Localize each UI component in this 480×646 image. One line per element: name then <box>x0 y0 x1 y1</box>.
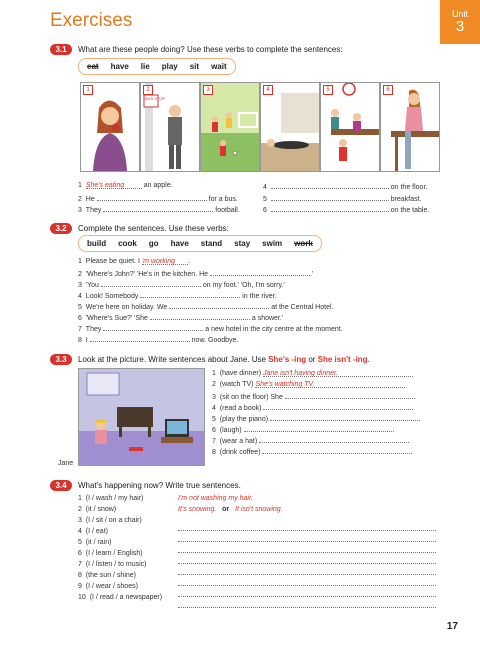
woman-eating-apple-illustration <box>81 83 139 171</box>
answer-blank[interactable] <box>103 205 213 212</box>
answer-blank[interactable] <box>271 182 389 189</box>
exercise-3-4-item-2: 2 (it / snow) <box>78 506 117 513</box>
answer-blank[interactable] <box>244 425 394 432</box>
bus-stop-sign: BUS STOP <box>145 96 166 101</box>
exercise-3-3-instruction: Look at the picture. Write sentences about Jane. Use She's -ing or She isn't -ing. <box>78 355 370 364</box>
exercise-3-4-item-7: 7 (I / listen / to music) <box>78 561 147 568</box>
answer-blank[interactable] <box>150 313 250 320</box>
woman-sitting-on-table-illustration <box>381 83 439 171</box>
exercise-3-4-item-10: 10 (I / read / a newspaper) <box>78 594 163 601</box>
exercise-3-2-sentence-7: 7 They a new hotel in the city centre at the moment. <box>78 326 343 333</box>
exercise-3-4-item-8: 8 (the sun / shine) <box>78 572 136 579</box>
verb-word: swim <box>262 239 283 248</box>
answer-blank[interactable] <box>178 590 436 597</box>
exercise-3-4-item-9: 9 (I / wear / shoes) <box>78 583 138 590</box>
picture-2 <box>140 82 200 172</box>
answer-blank[interactable] <box>210 269 310 276</box>
verb-word: work <box>294 239 313 248</box>
exercise-3-3-item-5: 5 (play the piano) <box>212 414 420 423</box>
picture-3 <box>200 82 260 172</box>
picture-label: 1 <box>83 85 93 95</box>
answer-text: 'm working <box>142 258 188 265</box>
verb-box-3-1 <box>78 58 236 75</box>
exercise-badge-3-3: 3.3 <box>50 354 72 365</box>
answer-blank[interactable] <box>263 403 413 410</box>
exercise-3-2-sentence-3: 3 'You on my foot.' 'Oh, I'm sorry.' <box>78 282 285 289</box>
exercise-badge-3-4: 3.4 <box>50 480 72 491</box>
picture-label: 6 <box>383 85 393 95</box>
exercise-3-3-item-3: 3 (sit on the floor) She <box>212 392 415 401</box>
unit-number: 3 <box>455 18 465 35</box>
picture-label: 2 <box>143 85 153 95</box>
unit-box <box>440 0 480 44</box>
picture-6 <box>380 82 440 172</box>
exercise-3-3-item-2: 2 (watch TV) She's watching TV. <box>212 381 405 388</box>
verb-word: have <box>110 62 129 71</box>
verb-word: have <box>170 239 189 248</box>
verb-word: cook <box>118 239 137 248</box>
answer-text: She's eating <box>86 182 142 189</box>
answer-text: I'm not washing my hair. <box>178 495 253 502</box>
exercise-3-3-item-8: 8 (drink coffee) <box>212 447 412 456</box>
unit-label: Unit <box>451 9 468 19</box>
exercise-badge-3-1: 3.1 <box>50 44 72 55</box>
verb-word: wait <box>211 62 227 71</box>
picture-label: 3 <box>203 85 213 95</box>
man-waiting-bus-illustration <box>141 83 199 171</box>
page-title: Exercises <box>50 10 133 31</box>
exercise-badge-3-2: 3.2 <box>50 223 72 234</box>
verb-word: build <box>87 239 107 248</box>
verb-word: play <box>161 62 178 71</box>
exercise-3-1-sentence-5: 5 breakfast. <box>263 196 422 203</box>
exercise-3-1-sentence-4: 4 on the floor. <box>263 184 428 191</box>
exercise-3-3-item-1: 1 (have dinner) Jane isn't having dinner. <box>212 370 413 377</box>
exercise-3-4-item-6: 6 (I / learn / English) <box>78 550 143 557</box>
answer-blank[interactable] <box>103 324 203 331</box>
exercise-3-4-item-3: 3 (I / sit / on a chair) <box>78 517 142 524</box>
exercise-3-1-instruction: What are these people doing? Use these verbs to complete the sentences: <box>78 45 343 54</box>
exercise-3-4-instruction: What's happening now? Write true sentences. <box>78 481 241 490</box>
verb-word: go <box>148 239 159 248</box>
exercise-3-3-item-4: 4 (read a book) <box>212 403 413 412</box>
answer-text: Jane isn't having dinner. <box>263 370 413 377</box>
exercise-3-1-sentence-3: 3 They football. <box>78 207 240 214</box>
picture-label: 4 <box>263 85 273 95</box>
verb-word: stay <box>234 239 251 248</box>
picture-1 <box>80 82 140 172</box>
exercise-3-4-item-1: 1 (I / wash / my hair) <box>78 495 144 502</box>
picture-4 <box>260 82 320 172</box>
family-having-breakfast-illustration <box>321 83 379 171</box>
page-number: 17 <box>446 621 458 632</box>
picture-5 <box>320 82 380 172</box>
answer-blank[interactable] <box>90 335 190 342</box>
exercise-3-1-sentence-6: 6 on the table. <box>263 207 430 214</box>
children-playing-football-illustration <box>201 83 259 171</box>
exercise-3-2-sentence-6: 6 'Where's Sue?' 'She a shower.' <box>78 315 284 322</box>
verb-word: stand <box>200 239 223 248</box>
jane-caption: Jane <box>58 460 74 467</box>
jane-watching-tv-illustration <box>79 369 204 465</box>
answer-blank[interactable] <box>178 524 436 531</box>
verb-word: sit <box>189 62 200 71</box>
answer-blank[interactable] <box>259 436 409 443</box>
jane-room-picture <box>78 368 205 466</box>
answer-blank[interactable] <box>178 557 436 564</box>
exercise-3-2-sentence-1: 1 Please be quiet. I 'm working . <box>78 258 190 265</box>
exercise-3-2-instruction: Complete the sentences. Use these verbs: <box>78 224 229 233</box>
answer-blank[interactable] <box>178 568 436 575</box>
verb-word: lie <box>140 62 150 71</box>
verb-word: eat <box>87 62 99 71</box>
exercise-3-2-sentence-4: 4 Look! Somebody in the river. <box>78 293 277 300</box>
exercise-3-4-item-5: 5 (it / rain) <box>78 539 112 546</box>
exercise-3-2-sentence-8: 8 I now. Goodbye. <box>78 337 239 344</box>
answer-blank[interactable] <box>178 579 436 586</box>
answer-blank[interactable] <box>169 302 269 309</box>
exercise-3-2-sentence-5: 5 We're here on holiday. We at the Central Hotel. <box>78 304 334 311</box>
exercise-3-3-item-6: 6 (laugh) <box>212 425 394 434</box>
exercise-3-3-item-7: 7 (wear a hat) <box>212 436 409 445</box>
answer-blank[interactable] <box>262 447 412 454</box>
exercise-3-4-item-4: 4 (I / eat) <box>78 528 108 535</box>
answer-blank[interactable] <box>271 194 389 201</box>
answer-blank[interactable] <box>140 291 240 298</box>
answer-blank[interactable] <box>101 280 201 287</box>
exercise-3-4-item-2-answers: It's snowing. or It isn't snowing. <box>178 506 283 513</box>
answer-blank[interactable] <box>285 392 415 399</box>
answer-blank[interactable] <box>97 194 207 201</box>
answer-blank[interactable] <box>270 414 420 421</box>
exercise-3-1-sentence-1: 1 She's eating an apple. <box>78 182 173 189</box>
answer-text: She's watching TV. <box>255 381 405 388</box>
answer-blank[interactable] <box>178 546 436 553</box>
verb-box-3-2 <box>78 235 322 252</box>
picture-label: 5 <box>323 85 333 95</box>
man-lying-on-floor-illustration <box>261 83 319 171</box>
answer-blank[interactable] <box>178 535 436 542</box>
exercise-3-2-sentence-2: 2 'Where's John?' 'He's in the kitchen. He .' <box>78 271 314 278</box>
answer-blank[interactable] <box>178 601 436 608</box>
exercise-3-1-sentence-2: 2 He for a bus. <box>78 196 238 203</box>
answer-blank[interactable] <box>271 205 389 212</box>
